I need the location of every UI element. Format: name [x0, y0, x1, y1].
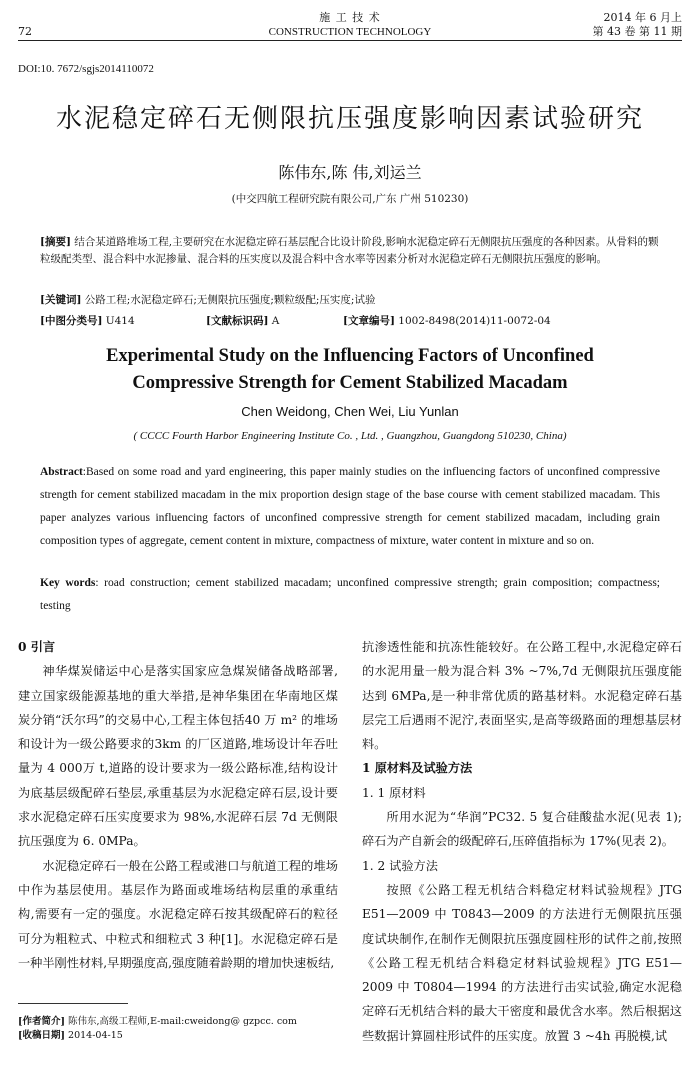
abstract-cn-label: [摘要] [40, 236, 71, 248]
right-column [362, 635, 682, 1048]
section-1-2-heading: 1. 2 试验方法 [362, 858, 438, 873]
keywords-cn-label: [关键词] [40, 294, 82, 306]
clc-code: [中图分类号] U414 [40, 315, 135, 327]
title-en-line2: Compressive Strength for Cement Stabilized Macadam [132, 373, 568, 393]
doi: DOI:10. 7672/sgjs2014110072 [18, 63, 154, 75]
volume-issue: 第 43 卷 第 11 期 [592, 25, 682, 38]
footnote-rule [18, 1003, 128, 1004]
left-column [18, 635, 338, 975]
keywords-cn [40, 292, 660, 309]
keywords-cn-text: 公路工程;水泥稳定碎石;无侧限抗压强度;颗粒级配;压实度;试验 [84, 294, 376, 306]
section-1-1-heading: 1. 1 原材料 [362, 785, 426, 800]
journal-name-cn: 施 工 技 术 [319, 11, 381, 24]
abstract-en [40, 461, 660, 553]
section-0-heading: 0 引言 [18, 640, 56, 654]
abstract-en-label: Abstract [40, 466, 83, 478]
header-rule [18, 40, 682, 41]
abstract-cn-text: 结合某道路堆场工程,主要研究在水泥稳定碎石基层配合比设计阶段,影响水泥稳定碎石无侧限抗压强度的各种因素。从骨料的颗粒级配类型、混合料中水泥掺量、混合料的压实度以及混合料中含水率等因素分析对水泥稳定碎石无侧限抗压强度的影响。 [40, 236, 659, 265]
paragraph: 所用水泥为“华润”PC32. 5 复合硅酸盐水泥(见表 1);碎石为产自新会的级配碎石,压碎值指标为 17%(见表 2)。 [362, 810, 682, 849]
paragraph: 神华煤炭储运中心是落实国家应急煤炭储备战略部署,建立国家级能源基地的重大举措,是神华集团在华南地区煤炭分销“沃尔玛”的交易中心,工程主体包括40 万 m² 的堆场和设计为一级公路要求的3km 的厂区道路,堆场设计年吞吐量为 4 000万 t,道路的设计要求为一级公路标准,结构设计为底基层级配碎石垫层,承重基层为水泥稳定碎石层,设计要求水泥稳定碎石压实度要求为 98%,水泥碎石层 7d 无侧限抗压强度为 6. 0MPa。 [18, 664, 338, 849]
title-cn: 水泥稳定碎石无侧限抗压强度影响因素试验研究 [55, 104, 644, 134]
paragraph: 按照《公路工程无机结合料稳定材料试验规程》JTG E51—2009 中 T0843—2009 的方法进行无侧限抗压强度试块制作,在制作无侧限抗压强度圆柱形的试件之前,按照《公路工程无机结合料稳定材料试验规程》JTG E51—2009 中 T0804—1994 的方法进行击实试验,确定水泥稳定碎石无机结合料的最大干密度和最优含水率。然后根据这些数据计算圆柱形试件的压实度。放置 3 ~4h 再脱模,试 [362, 882, 682, 1043]
journal-name-en: CONSTRUCTION TECHNOLOGY [268, 26, 432, 38]
authors-cn: 陈伟东,陈 伟,刘运兰 [278, 163, 422, 182]
keywords-en [40, 572, 660, 618]
author-footnote: [作者简介] 陈伟东,高级工程师,E-mail:cweidong@ gzpcc. com [18, 1016, 297, 1027]
paragraph: 水泥稳定碎石一般在公路工程或港口与航道工程的堆场中作为基层使用。基层作为路面或堆场结构层重的承重结构,需要有一定的强度。水泥稳定碎石按其级配碎石的粒径可分为粗粒式、中粒式和细粒式 3 种[1]。水泥稳定碎石是一种半刚性材料,早期强度高,强度随着龄期的增加快速板结, [18, 858, 338, 970]
issue-date: 2014 年 6 月上 [603, 11, 682, 24]
title-en-line1: Experimental Study on the Influencing Factors of Unconfined [106, 346, 594, 366]
section-1-heading: 1 原材料及试验方法 [362, 761, 473, 776]
keywords-en-label: Key words [40, 577, 96, 589]
page-number: 72 [18, 25, 32, 38]
keywords-en-text: : road construction; cement stabilized macadam; unconfined compressive strength; grain composition; compactness; testing [40, 577, 660, 612]
abstract-cn [40, 234, 660, 268]
abstract-en-text: :Based on some road and yard engineering, this paper mainly studies on the influencing factors of unconfined compressive strength for cement stabilized macadam in the mix proportion design stage of the base course with cement stabilized macadam. This paper analyzes various influencing factors of unconfined compressive strength for cement stabilized macadam, including grain composition types of aggregate, cement content in mixture, compactness of mixture, water content in mixture and so on. [40, 466, 660, 547]
received-date: [收稿日期] 2014-04-15 [18, 1030, 123, 1041]
title-en [0, 343, 700, 397]
paragraph: 抗渗透性能和抗冻性能较好。在公路工程中,水泥稳定碎石的水泥用量一般为混合料 3% ~7%,7d 无侧限抗压强度能达到 6MPa,是一种非常优质的路基材料。水泥稳定碎石基层完工后遇雨不泥泞,表面坚实,是高等级路面的理想基层材料。 [362, 640, 682, 752]
article-number: [文章编号] 1002-8498(2014)11-0072-04 [343, 315, 551, 327]
affiliation-cn: (中交四航工程研究院有限公司,广东 广州 510230) [231, 193, 469, 205]
affiliation-en: ( CCCC Fourth Harbor Engineering Institute Co. , Ltd. , Guangzhou, Guangdong 510230, China) [133, 430, 567, 442]
document-code: [文献标识码] A [206, 315, 280, 327]
authors-en: Chen Weidong, Chen Wei, Liu Yunlan [241, 404, 459, 419]
